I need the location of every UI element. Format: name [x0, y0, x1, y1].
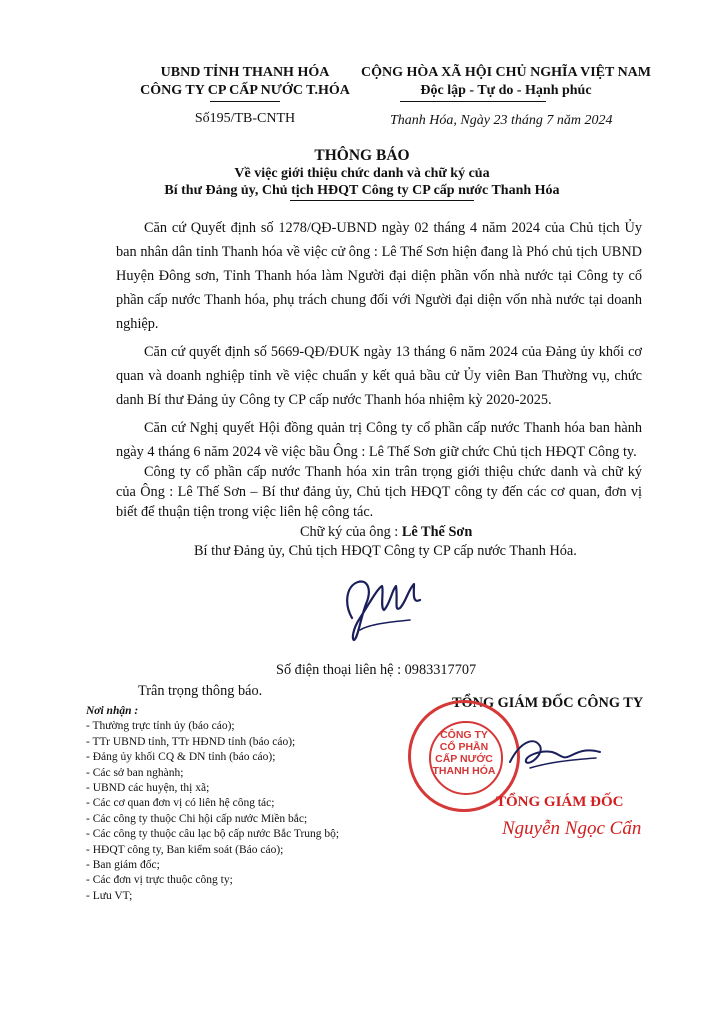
- paragraph-4-text: Công ty cổ phần cấp nước Thanh hóa xin trân trọng giới thiệu chức danh và chữ ký của Ông : Lê Thế Sơn – Bí thư đảng ủy, Chủ tịch HĐQT công ty đến các cơ quan, đơn vị biết để thuận tiện trong việc liên hệ công tác.: [116, 464, 642, 520]
- paragraph-3-text: Căn cứ Nghị quyết Hội đồng quản trị Công ty cổ phần cấp nước Thanh hóa ban hành ngày 4 tháng 6 năm 2024 về việc bầu Ông : Lê Thế Sơn giữ chức Chủ tịch HĐQT Công ty.: [116, 420, 642, 460]
- document-subject-line1: Về việc giới thiệu chức danh và chữ ký của: [234, 166, 490, 181]
- seal-line-3: CẤP NƯỚC: [435, 753, 493, 765]
- signature-label: [300, 524, 472, 541]
- recipients-heading: Nơi nhận :: [86, 705, 139, 717]
- company-name: CÔNG TY CP CẤP NƯỚC T.HÓA: [140, 83, 350, 98]
- motto-underline: [400, 101, 546, 102]
- signer-title-bottom: TỔNG GIÁM ĐỐC: [496, 794, 624, 810]
- paragraph-4: [116, 462, 642, 522]
- signature-person-name: Lê Thế Sơn: [401, 524, 473, 540]
- paragraph-2-text: Căn cứ quyết định số 5669-QĐ/ĐUK ngày 13 tháng 6 năm 2024 của Đảng ủy khối cơ quan và doanh nghiệp tỉnh về việc chuẩn y kết quả bầu cử Ủy viên Ban Thường vụ, chức danh Bí thư Đảng ủy Công ty CP cấp nước Thanh hóa nhiệm kỳ 2020-2025.: [116, 344, 642, 408]
- signer-title-top: TỔNG GIÁM ĐỐC CÔNG TY: [452, 695, 644, 711]
- paragraph-2: [116, 340, 642, 412]
- recipient-item: - Ban giám đốc;: [86, 859, 160, 872]
- recipient-item: - Các sở ban nghành;: [86, 766, 184, 779]
- seal-line-2: CỔ PHẦN: [439, 741, 489, 753]
- signer-name: Nguyễn Ngọc Cẩn: [502, 818, 642, 839]
- issue-date: Thanh Hóa, Ngày 23 tháng 7 năm 2024: [390, 113, 613, 128]
- seal-line-1: CÔNG TY: [440, 729, 488, 741]
- agency-name: UBND TỈNH THANH HÓA: [160, 65, 330, 80]
- recipient-item: - Các đơn vị trực thuộc công ty;: [86, 874, 233, 887]
- director-signature: [500, 722, 610, 782]
- paragraph-1: [116, 216, 642, 336]
- recipient-item: - Các công ty thuộc Chi hội cấp nước Miền bắc;: [86, 812, 308, 825]
- document-number: Số195/TB-CNTH: [194, 111, 296, 126]
- document-title: THÔNG BÁO: [314, 147, 410, 164]
- document-subject-line2: Bí thư Đảng ủy, Chủ tịch HĐQT Công ty CP cấp nước Thanh Hóa: [164, 183, 560, 198]
- signature-label-text: Chữ ký của ông :: [300, 524, 402, 540]
- country-heading: CỘNG HÒA XÃ HỘI CHỦ NGHĨA VIỆT NAM: [360, 65, 651, 80]
- seal-line-4: THANH HÓA: [432, 765, 496, 777]
- recipients-list: [86, 704, 339, 904]
- subject-underline: [290, 200, 474, 201]
- contact-phone: Số điện thoại liên hệ : 0983317707: [276, 662, 477, 678]
- recipient-item: - Các cơ quan đơn vị có liên hệ công tác;: [86, 797, 275, 810]
- recipient-item: - Đảng ủy khối CQ & DN tỉnh (báo cáo);: [86, 751, 276, 764]
- country-motto: Độc lập - Tự do - Hạnh phúc: [420, 83, 592, 98]
- company-underline: [210, 101, 280, 102]
- recipient-item: - Lưu VT;: [86, 889, 133, 902]
- recipient-item: - Các công ty thuộc câu lạc bộ cấp nước Bắc Trung bộ;: [86, 828, 340, 841]
- paragraph-3: [116, 416, 642, 464]
- closing-line: Trân trọng thông báo.: [138, 683, 263, 699]
- recipient-item: - Thường trực tỉnh ủy (báo cáo);: [86, 720, 235, 733]
- recipient-item: - UBND các huyện, thị xã;: [86, 782, 210, 795]
- paragraph-1-text: Căn cứ Quyết định số 1278/QĐ-UBND ngày 02 tháng 4 năm 2024 của Chủ tịch Ủy ban nhân dân tỉnh Thanh hóa về việc cử ông : Lê Thế Sơn hiện đang là Phó chủ tịch UBND Huyện Đông sơn, Tỉnh Thanh hóa làm Người đại diện phần vốn nhà nước tại Công ty cổ phần cấp nước Thanh hóa, phụ trách chung đối với Người đại diện vốn nhà nước tại doanh nghiệp.: [116, 220, 642, 332]
- recipient-item: - HĐQT công ty, Ban kiểm soát (Báo cáo);: [86, 843, 284, 856]
- signature-person-title: Bí thư Đảng ủy, Chủ tịch HĐQT Công ty CP cấp nước Thanh Hóa.: [194, 543, 577, 559]
- handwritten-signature: [330, 560, 430, 650]
- recipient-item: - TTr UBND tỉnh, TTr HĐND tỉnh (báo cáo);: [86, 735, 296, 748]
